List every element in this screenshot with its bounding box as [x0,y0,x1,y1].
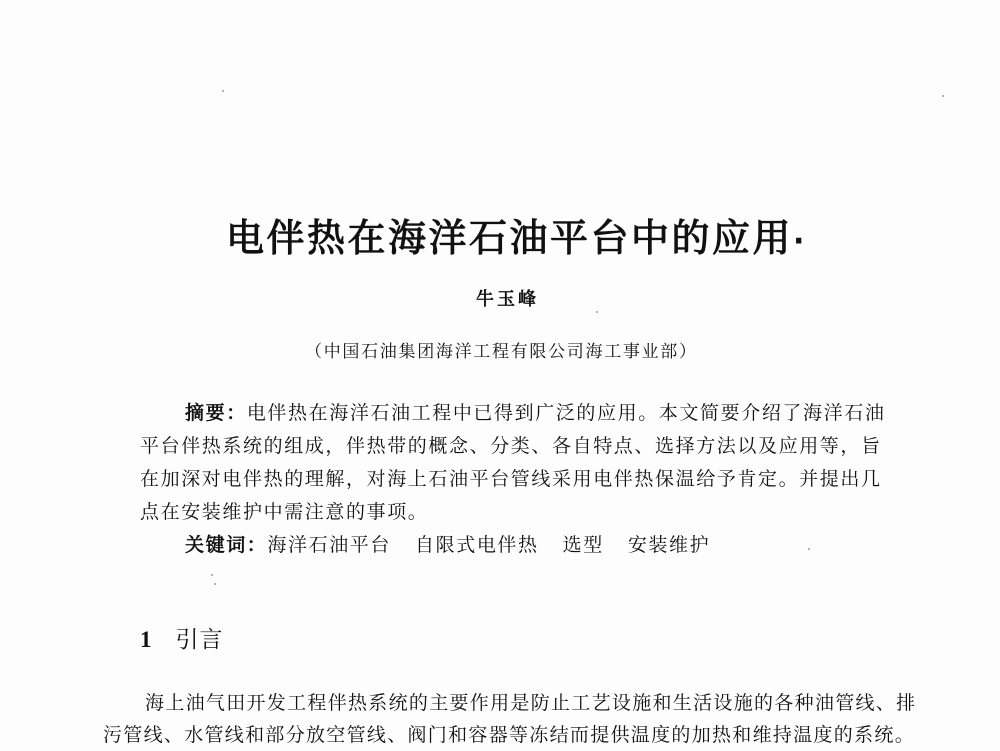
scan-speck [942,95,944,97]
section-heading [140,626,224,654]
scan-speck [214,583,216,585]
keyword: 选型 [562,534,604,556]
paper-title [226,215,804,265]
body-line: 污管线、水管线和部分放空管线、阀门和容器等冻结而提供温度的加热和维持温度的系统。 [103,724,916,746]
keywords-line [140,529,885,562]
abstract-line [140,397,885,430]
body-line: 海上油气田开发工程伴热系统的主要作用是防止工艺设施和生活设施的各种油管线、排 [145,692,917,714]
keyword: 海洋石油平台 [267,534,392,556]
abstract-block [140,397,885,562]
keywords-label: 关键词： [185,534,268,556]
abstract-line: 平台伴热系统的组成，伴热带的概念、分类、各自特点、选择方法以及应用等，旨 [140,435,882,457]
abstract-line: 点在安装维护中需注意的事项。 [140,501,429,523]
scan-speck [222,90,224,92]
title-footnote-mark: · [793,224,805,259]
abstract-text: 电伴热在海洋石油工程中已得到广泛的应用。本文简要介绍了海洋石油 [246,402,886,424]
scan-speck [211,574,213,576]
section-number: 1 [140,627,152,652]
author-affiliation: （中国石油集团海洋工程有限公司海工事业部） [305,342,698,362]
abstract-label: 摘要： [185,402,247,424]
section-title: 引言 [175,627,224,653]
keyword: 安装维护 [627,534,711,556]
keyword: 自限式电伴热 [415,534,539,556]
body-paragraph [103,687,916,751]
paper-title-text: 电伴热在海洋石油平台中的应用 [226,216,794,260]
scan-speck [596,311,598,313]
abstract-line: 在加深对电伴热的理解，对海上石油平台管线采用电伴热保温给予肯定。并提出几 [140,468,882,490]
author-name: 牛玉峰 [476,289,539,310]
